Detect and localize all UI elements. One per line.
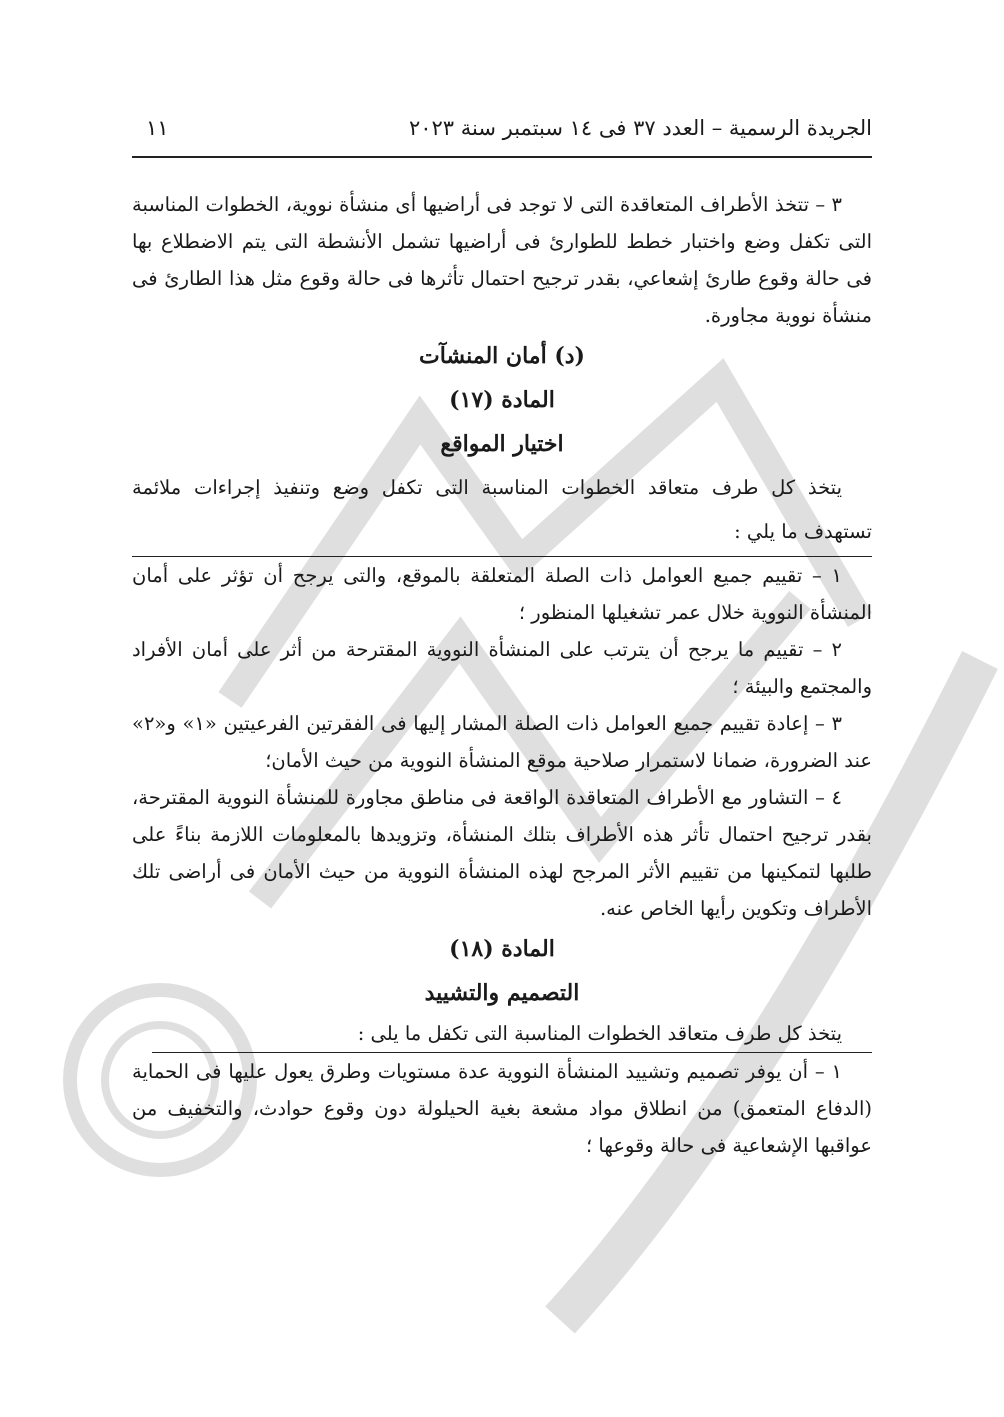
article-18-number: المادة (١٨) (449, 936, 555, 962)
article-17-title: اختيار المواقع (440, 431, 564, 457)
article-18-intro-text: يتخذ كل طرف متعاقد الخطوات المناسبة التى تكفل ما يلى : (357, 1022, 842, 1045)
article-17-item-1: ١ – تقييم جميع العوامل ذات الصلة المتعلقة بالموقع، والتى يرجح أن تؤثر على أمان المنشأة النووية خلال عمر تشغيلها المنظور ؛ (132, 564, 872, 624)
article-17-item-3: ٣ – إعادة تقييم جميع العوامل ذات الصلة المشار إليها فى الفقرتين الفرعيتين «١» و«٢» عند الضرورة، ضمانا لاستمرار صلاحية موقع المنشأة النووية من حيث الأمان؛ (132, 712, 872, 772)
page-number: ١١ (146, 116, 169, 140)
article-17-item-4: ٤ – التشاور مع الأطراف المتعاقدة الواقعة فى مناطق مجاورة للمنشأة النووية المقترحة، بقدر ترجيح احتمال تأثر هذه الأطراف بتلك المنشأة، وتزويدها بالمعلومات اللازمة بناءً على طلبها لتمكينها من تقييم الأثر المرجح لهذه المنشأة النووية من حيث الأمان فى أراضى تلك الأطراف وتكوين رأيها الخاص عنه. (132, 786, 872, 920)
article-17-intro: يتخذ كل طرف متعاقد الخطوات المناسبة التى تكفل وضع وتنفيذ إجراءات ملائمة تستهدف ما يلي : (132, 466, 872, 557)
section-heading-d: (د) أمان المنشآت (419, 343, 585, 369)
page-body (132, 186, 872, 1164)
article-17-number: المادة (١٧) (449, 387, 555, 413)
running-title: الجريدة الرسمية – العدد ٣٧ فى ١٤ سبتمبر سنة ٢٠٢٣ (408, 116, 872, 140)
intro-paragraph: ٣ – تتخذ الأطراف المتعاقدة التى لا توجد فى أراضيها أى منشأة نووية، الخطوات المناسبة التى تكفل وضع واختبار خطط للطوارئ فى أراضيها تشمل الأنشطة التى يتم الاضطلاع بها فى حالة وقوع طارئ إشعاعي، بقدر ترجيح احتمال تأثرها فى حالة وقوع مثل هذا الطارئ فى منشأة نووية مجاورة. (132, 193, 872, 327)
article-18-intro (152, 1015, 872, 1053)
article-18-title: التصميم والتشييد (424, 980, 580, 1006)
article-18-item-1: ١ – أن يوفر تصميم وتشييد المنشأة النووية عدة مستويات وطرق يعول عليها فى الحماية (الدفاع المتعمق) من انطلاق مواد مشعة بغية الحيلولة دون وقوع حوادث، والتخفيف من عواقبها الإشعاعية فى حالة وقوعها ؛ (132, 1060, 872, 1157)
article-17-item-2: ٢ – تقييم ما يرجح أن يترتب على المنشأة النووية المقترحة من أثر على أمان الأفراد والمجتمع والبيئة ؛ (132, 638, 872, 698)
page-header (132, 112, 872, 158)
